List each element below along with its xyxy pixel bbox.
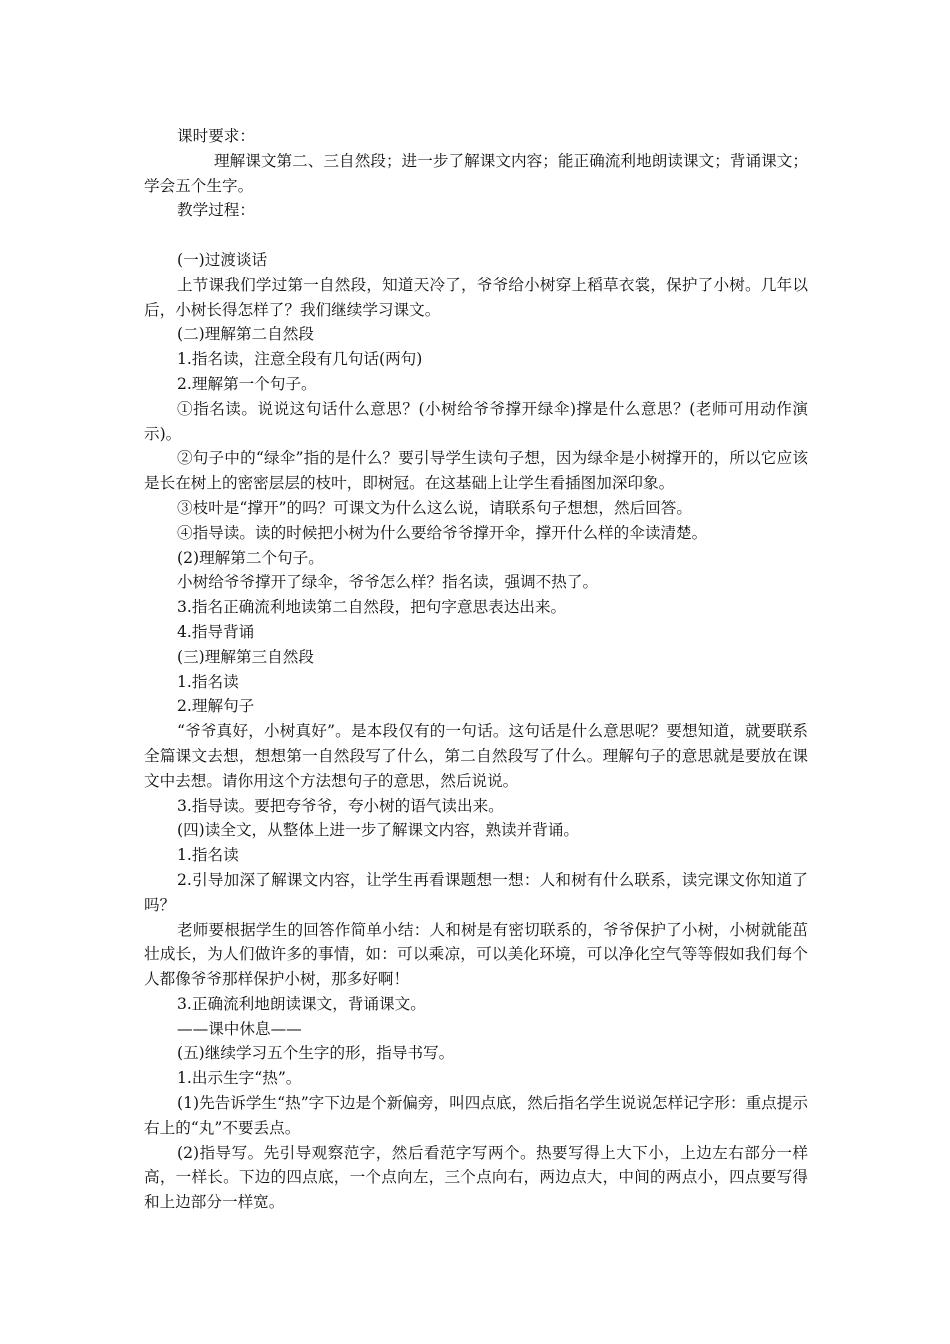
- paragraph: ——课中休息——: [177, 1019, 302, 1038]
- paragraph: ③枝叶是“撑开”的吗？可课文为什么这么说，请联系句子想想，然后回答。: [177, 498, 692, 517]
- paragraph: 2.引导加深了解课文内容，让学生再看课题想一想：人和树有什么联系，读完课文你知道了吗？: [144, 870, 808, 914]
- paragraph: 上节课我们学过第一自然段，知道天冷了，爷爷给小树穿上稻草衣裳，保护了小树。几年以后，小树长得怎样了？我们继续学习课文。: [144, 275, 808, 319]
- paragraph: 理解课文第二、三自然段；进一步了解课文内容；能正确流利地朗读课文；背诵课文；学会五个生字。: [144, 151, 808, 195]
- paragraph: (三)理解第三自然段: [177, 647, 314, 666]
- paragraph: (1)先告诉学生“热”字下边是个新偏旁，叫四点底，然后指名学生说说怎样记字形：重点提示右上的“丸”不要丢点。: [144, 1094, 808, 1137]
- blank-line: [144, 223, 808, 248]
- paragraph: 3.指名正确流利地读第二自然段，把句字意思表达出来。: [177, 598, 567, 617]
- paragraph: (四)读全文，从整体上进一步了解课文内容，熟读并背诵。: [177, 821, 580, 840]
- paragraph: 4.指导背诵: [177, 622, 255, 641]
- paragraph: 2.理解第一个句子。: [177, 374, 317, 393]
- paragraph: ②句子中的“绿伞”指的是什么？要引导学生读句子想，因为绿伞是小树撑开的，所以它应该是长在树上的密密层层的枝叶，即树冠。在这基础上让学生看插图加深印象。: [144, 449, 808, 493]
- paragraph: 小树给爷爷撑开了绿伞，爷爷怎么样？指名读，强调不热了。: [177, 573, 599, 592]
- paragraph: 老师要根据学生的回答作简单小结：人和树是有密切联系的，爷爷保护了小树，小树就能茁壮成长，为人们做许多的事情，如：可以乘凉，可以美化环境，可以净化空气等等假如我们每个人都像爷爷那样保护小树，那多好啊！: [144, 920, 808, 989]
- paragraph: (2)指导写。先引导观察范字，然后看范字写两个。热要写得上大下小，上边左右部分一样高，一样长。下边的四点底，一个点向左，三个点向右，两边点大，中间的两点小，四点要写得和上边部分一样宽。: [144, 1143, 808, 1212]
- paragraph: (五)继续学习五个生字的形，指导书写。: [177, 1044, 455, 1063]
- paragraph: 1.指名读，注意全段有几句话(两句): [177, 350, 423, 369]
- paragraph: 1.出示生字“热”。: [177, 1069, 302, 1088]
- paragraph: 3.指导读。要把夸爷爷，夸小树的语气读出来。: [177, 796, 504, 815]
- document-body: [144, 124, 808, 1215]
- paragraph: 课时要求：: [177, 127, 255, 145]
- paragraph: (二)理解第二自然段: [177, 325, 314, 344]
- paragraph: (一)过渡谈话: [177, 250, 268, 269]
- paragraph: “爷爷真好，小树真好”。是本段仅有的一句话。这句话是什么意思呢？要想知道，就要联系全篇课文去想，想想第一自然段写了什么，第二自然段写了什么。理解句子的意思就是要放在课文中去想。请你用这个方法想句子的意思，然后说说。: [144, 722, 808, 790]
- paragraph: 教学过程：: [177, 201, 255, 220]
- paragraph: 1.指名读: [177, 846, 239, 865]
- paragraph: 1.指名读: [177, 672, 239, 691]
- paragraph: (2)理解第二个句子。: [177, 548, 324, 567]
- paragraph: ①指名读。说说这句话什么意思？(小树给爷爷撑开绿伞)撑是什么意思？(老师可用动作演示)。: [144, 399, 808, 443]
- paragraph: ④指导读。读的时候把小树为什么要给爷爷撑开伞，撑开什么样的伞读清楚。: [177, 523, 708, 542]
- paragraph: 3.正确流利地朗读课文，背诵课文。: [177, 994, 426, 1013]
- paragraph: 2.理解句子: [177, 697, 255, 716]
